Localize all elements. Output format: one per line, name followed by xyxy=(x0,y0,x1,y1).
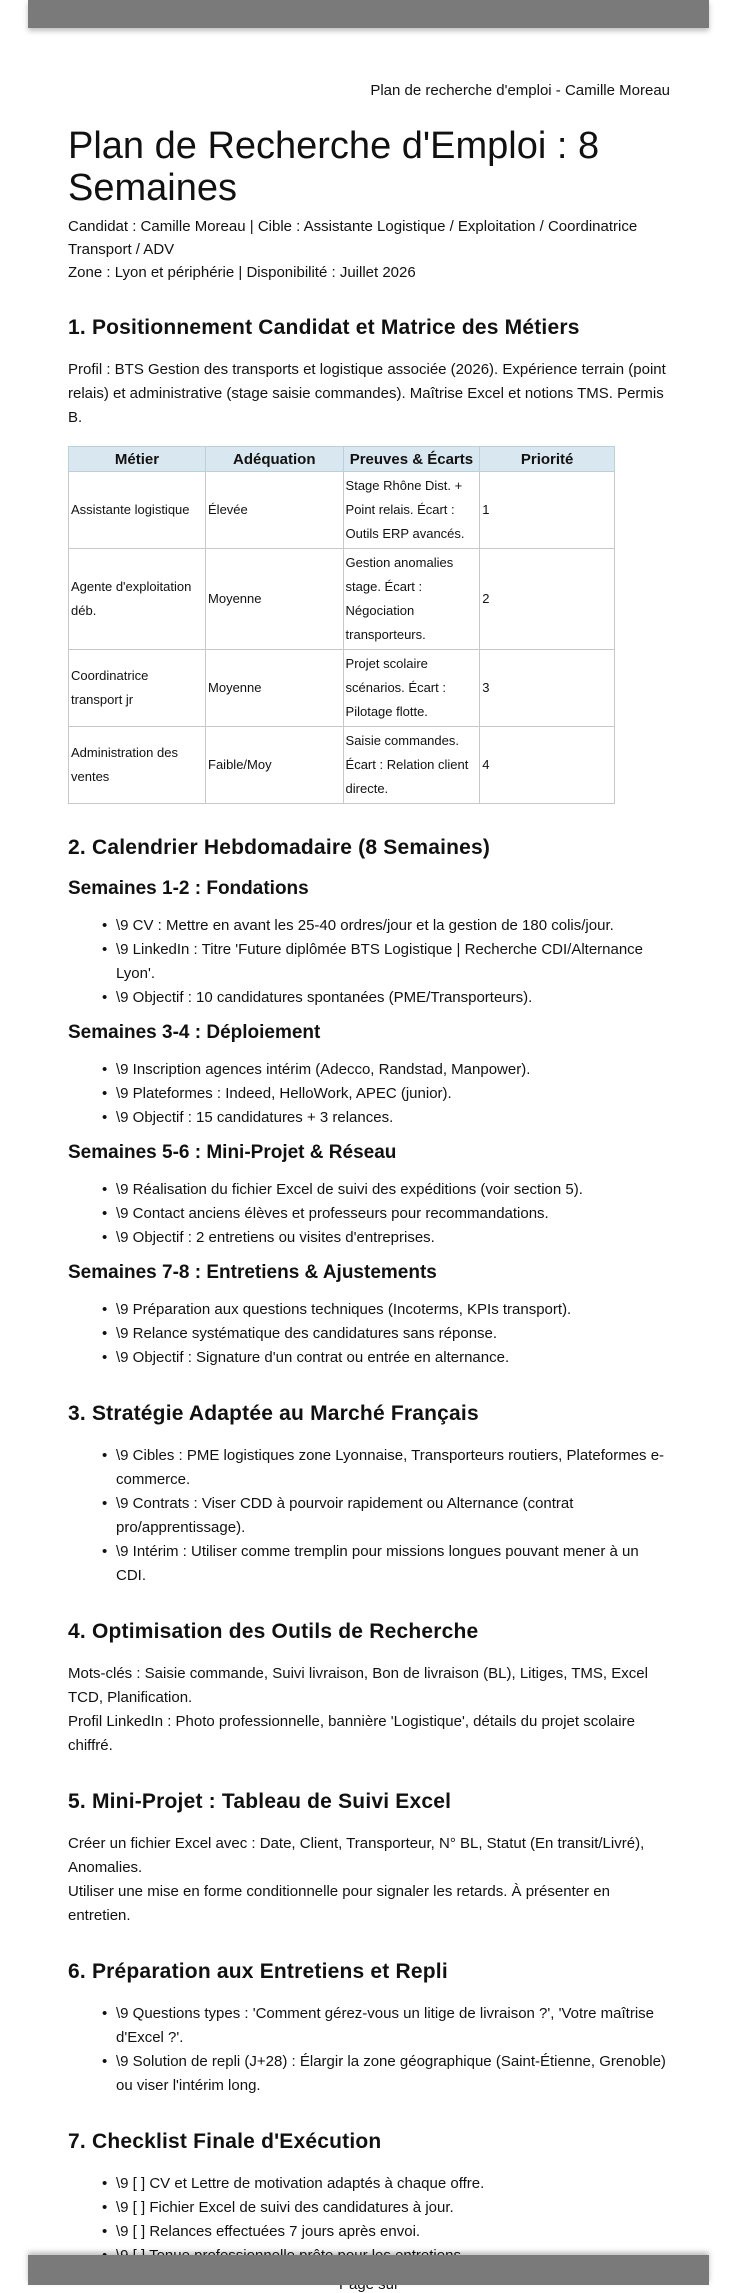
profile-text: Profil : BTS Gestion des transports et logistique associée (2026). Expérience terrain (point relais) et administrative (stage saisie commandes). Maîtrise Excel et notions TMS. Permis B. xyxy=(68,361,666,426)
column-header: Priorité xyxy=(480,447,615,472)
table-cell: Saisie commandes. Écart : Relation client directe. xyxy=(343,727,480,804)
candidate-meta: Candidat : Camille Moreau | Cible : Assistante Logistique / Exploitation / Coordinatrice Transport / ADV xyxy=(68,218,638,258)
section-heading: 5. Mini-Projet : Tableau de Suivi Excel xyxy=(68,1790,452,1813)
checklist xyxy=(68,2172,670,2268)
zone-meta: Zone : Lyon et périphérie | Disponibilité : Juillet 2026 xyxy=(68,264,416,281)
section-heading: 7. Checklist Finale d'Exécution xyxy=(68,2130,382,2153)
week-heading: Semaines 3-4 : Déploiement xyxy=(68,1022,321,1043)
list-item: • \9 Objectif : Signature d'un contrat ou entrée en alternance. xyxy=(116,1346,670,1370)
project-text: Utiliser une mise en forme conditionnelle pour signaler les retards. À présenter en entretien. xyxy=(68,1883,610,1924)
keywords-text: Mots-clés : Saisie commande, Suivi livraison, Bon de livraison (BL), Litiges, TMS, Excel TCD, Planification. xyxy=(68,1665,648,1706)
table-row xyxy=(69,472,615,549)
section-heading: 1. Positionnement Candidat et Matrice des Métiers xyxy=(68,316,580,339)
strategy-list xyxy=(68,1444,670,1588)
document-page xyxy=(68,60,670,2293)
table-cell: 3 xyxy=(480,650,615,727)
list-item: • \9 [ ] CV et Lettre de motivation adaptés à chaque offre. xyxy=(116,2172,670,2196)
week-heading: Semaines 7-8 : Entretiens & Ajustements xyxy=(68,1262,437,1283)
section-heading: 3. Stratégie Adaptée au Marché Français xyxy=(68,1402,479,1425)
project-text: Créer un fichier Excel avec : Date, Client, Transporteur, N° BL, Statut (En transit/Livré), Anomalies. xyxy=(68,1835,645,1876)
list-item: • \9 Contrats : Viser CDD à pourvoir rapidement ou Alternance (contrat pro/apprentissage). xyxy=(116,1492,670,1540)
list-item: • \9 Inscription agences intérim (Adecco, Randstad, Manpower). xyxy=(116,1058,670,1082)
table-cell: Gestion anomalies stage. Écart : Négociation transporteurs. xyxy=(343,549,480,650)
column-header: Adéquation xyxy=(206,447,344,472)
list-item: • \9 Réalisation du fichier Excel de suivi des expéditions (voir section 5). xyxy=(116,1178,670,1202)
section-tools xyxy=(68,1620,670,1758)
list-item: • \9 Objectif : 15 candidatures + 3 relances. xyxy=(116,1106,670,1130)
section-strategy xyxy=(68,1402,670,1588)
table-cell: 2 xyxy=(480,549,615,650)
section-heading: 6. Préparation aux Entretiens et Repli xyxy=(68,1960,448,1983)
list-item: • \9 Solution de repli (J+28) : Élargir la zone géographique (Saint-Étienne, Grenoble) ou viser l'intérim long. xyxy=(116,2050,670,2098)
table-row xyxy=(69,650,615,727)
list-item: • \9 Objectif : 2 entretiens ou visites d'entreprises. xyxy=(116,1226,670,1250)
table-cell: Élevée xyxy=(206,472,344,549)
table-cell: Moyenne xyxy=(206,549,344,650)
list-item: • \9 Contact anciens élèves et professeurs pour recommandations. xyxy=(116,1202,670,1226)
table-cell: Moyenne xyxy=(206,650,344,727)
table-cell: Coordinatrice transport jr xyxy=(69,650,206,727)
list-item: • \9 Relance systématique des candidatures sans réponse. xyxy=(116,1322,670,1346)
viewer-bottom-bar xyxy=(28,2255,709,2285)
list-item: • \9 Intérim : Utiliser comme tremplin pour missions longues pouvant mener à un CDI. xyxy=(116,1540,670,1588)
table-row xyxy=(69,727,615,804)
table-cell: Stage Rhône Dist. + Point relais. Écart : Outils ERP avancés. xyxy=(343,472,480,549)
table-cell: Administration des ventes xyxy=(69,727,206,804)
list-item: • \9 [ ] Relances effectuées 7 jours après envoi. xyxy=(116,2220,670,2244)
interview-list xyxy=(68,2002,670,2098)
table-header-row xyxy=(69,447,615,472)
section-heading: 4. Optimisation des Outils de Recherche xyxy=(68,1620,479,1643)
section-mini-project xyxy=(68,1790,670,1928)
table-cell: Agente d'exploitation déb. xyxy=(69,549,206,650)
table-cell: Faible/Moy xyxy=(206,727,344,804)
list-item: • \9 Cibles : PME logistiques zone Lyonnaise, Transporteurs routiers, Plateformes e-commerce. xyxy=(116,1444,670,1492)
list-item: • \9 LinkedIn : Titre 'Future diplômée BTS Logistique | Recherche CDI/Alternance Lyon'. xyxy=(116,938,670,986)
week-list xyxy=(68,1058,670,1130)
list-item: • \9 Préparation aux questions techniques (Incoterms, KPIs transport). xyxy=(116,1298,670,1322)
section-interviews xyxy=(68,1960,670,2098)
table-cell: Assistante logistique xyxy=(69,472,206,549)
week-heading: Semaines 5-6 : Mini-Projet & Réseau xyxy=(68,1142,397,1163)
list-item: • \9 Objectif : 10 candidatures spontanées (PME/Transporteurs). xyxy=(116,986,670,1010)
jobs-matrix-table xyxy=(68,446,615,804)
table-cell: 1 xyxy=(480,472,615,549)
column-header: Métier xyxy=(69,447,206,472)
week-list xyxy=(68,914,670,1010)
week-heading: Semaines 1-2 : Fondations xyxy=(68,878,309,899)
document-title: Plan de Recherche d'Emploi : 8 Semaines xyxy=(68,125,600,209)
list-item: • \9 Questions types : 'Comment gérez-vous un litige de livraison ?', 'Votre maîtrise d'Excel ?'. xyxy=(116,2002,670,2050)
viewer-top-bar xyxy=(28,0,709,28)
list-item: • \9 Plateformes : Indeed, HelloWork, APEC (junior). xyxy=(116,1082,670,1106)
list-item: • \9 CV : Mettre en avant les 25-40 ordres/jour et la gestion de 180 colis/jour. xyxy=(116,914,670,938)
section-heading: 2. Calendrier Hebdomadaire (8 Semaines) xyxy=(68,836,491,859)
linkedin-text: Profil LinkedIn : Photo professionnelle, bannière 'Logistique', détails du projet scolaire chiffré. xyxy=(68,1713,635,1754)
table-cell: Projet scolaire scénarios. Écart : Pilotage flotte. xyxy=(343,650,480,727)
column-header: Preuves & Écarts xyxy=(343,447,480,472)
week-list xyxy=(68,1298,670,1370)
section-calendar xyxy=(68,836,670,1370)
section-checklist xyxy=(68,2130,670,2268)
list-item: • \9 [ ] Fichier Excel de suivi des candidatures à jour. xyxy=(116,2196,670,2220)
section-positioning xyxy=(68,316,670,804)
week-list xyxy=(68,1178,670,1250)
table-cell: 4 xyxy=(480,727,615,804)
running-header: Plan de recherche d'emploi - Camille Moreau xyxy=(370,82,670,99)
table-row xyxy=(69,549,615,650)
